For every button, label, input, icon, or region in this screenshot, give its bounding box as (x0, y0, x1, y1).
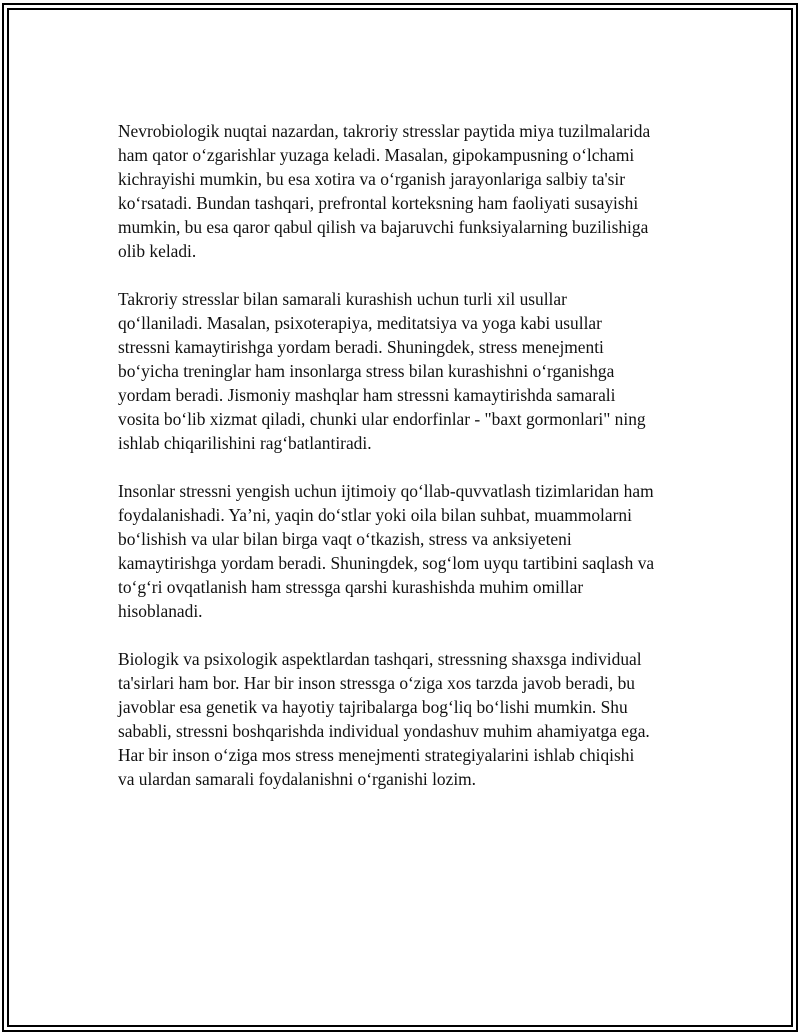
paragraph-individual-response: Biologik va psixologik aspektlardan tashqari, stressning shaxsga individual ta'sirlari ham bor. Har bir inson stressga o‘ziga xos tarzda javob beradi, bu javoblar esa genetik va hayotiy tajribalarga bog‘liq bo‘lishi mumkin. Shu sababli, stressni boshqarishda individual yondashuv muhim ahamiyatga ega. Har bir inson o‘ziga mos stress menejmenti strategiyalarini ishlab chiqishi va ulardan samarali foydalanishni o‘rganishi lozim. (118, 649, 650, 789)
paragraph-coping-methods: Takroriy stresslar bilan samarali kurashish uchun turli xil usullar qo‘llaniladi. Masalan, psixoterapiya, meditatsiya va yoga kabi usullar stressni kamaytirishga yordam beradi. Shuningdek, stress menejmenti bo‘yicha treninglar ham insonlarga stress bilan kurashishni o‘rganishga yordam beradi. Jismoniy mashqlar ham stressni kamaytirishda samarali vosita bo‘lib xizmat qiladi, chunki ular endorfinlar - "baxt gormonlari" ning ishlab chiqarilishini rag‘batlantiradi. (118, 289, 646, 453)
paragraph-social-support: Insonlar stressni yengish uchun ijtimoiy qo‘llab-quvvatlash tizimlaridan ham foydalanishadi. Ya’ni, yaqin do‘stlar yoki oila bilan suhbat, muammolarni bo‘lishish va ular bilan birga vaqt o‘tkazish, stress va anksiyeteni kamaytirishga yordam beradi. Shuningdek, sog‘lom uyqu tartibini saqlash va to‘g‘ri ovqatlanish ham stressga qarshi kurashishda muhim omillar hisoblanadi. (118, 481, 655, 621)
paragraph-neurobiology: Nevrobiologik nuqtai nazardan, takroriy stresslar paytida miya tuzilmalarida ham qator o‘zgarishlar yuzaga keladi. Masalan, gipokampusning o‘lchami kichrayishi mumkin, bu esa xotira va o‘rganish jarayonlariga salbiy ta'sir ko‘rsatadi. Bundan tashqari, prefrontal korteksning ham faoliyati susayishi mumkin, bu esa qaror qabul qilish va bajaruvchi funksiyalarning buzilishiga olib keladi. (118, 121, 651, 261)
document-body (118, 119, 688, 815)
